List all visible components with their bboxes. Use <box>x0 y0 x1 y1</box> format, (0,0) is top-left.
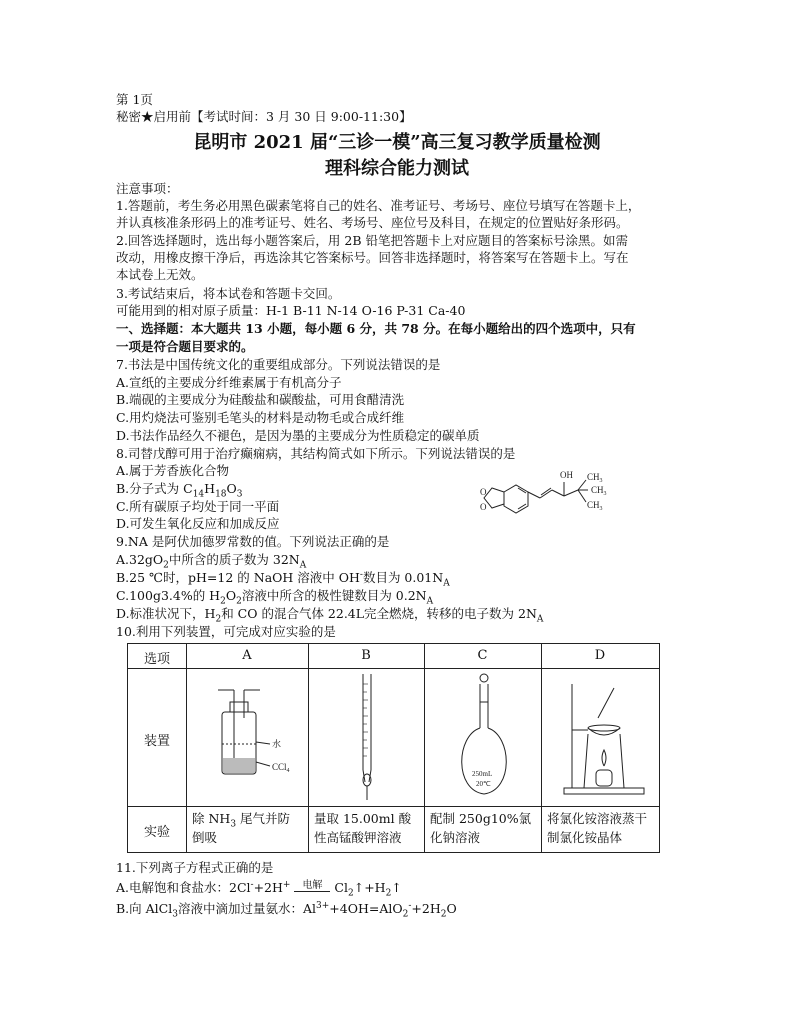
note-1a: 1.答题前，考生务必用黑色碳素笔将自己的姓名、准考证号、考场号、座位号填写在答题卡上， <box>116 198 641 213</box>
note-1b: 并认真核准条形码上的准考证号、姓名、考场号、座位号及科目，在规定的位置贴好条形码。 <box>116 215 629 230</box>
q10-stem: 10.利用下列装置，可完成对应实验的是 <box>116 624 336 639</box>
page-label: 第 1页 <box>116 92 153 107</box>
section-heading-1: 一、选择题：本大题共 13 小题，每小题 6 分，共 78 分。在每小题给出的四个选项中，只有 <box>116 321 636 336</box>
stiripentol-structure <box>474 466 634 528</box>
evaporation-apparatus <box>558 678 650 800</box>
volumetric-flask-apparatus <box>444 672 524 804</box>
q9-stem: 9.NA 是阿伏加德罗常数的值。下列说法正确的是 <box>116 534 390 549</box>
notes-heading: 注意事项： <box>116 181 179 196</box>
q11-option-b: B.向 AlCl$_3$溶液中滴加过量氨水：$Al^{3+}+4OH=AlO_2^-+2H_2O$ <box>116 900 457 920</box>
note-2a: 2.回答选择题时，选出每小题答案后，用 2B 铅笔把答题卡上对应题目的答案标号涂黑。如需 <box>116 233 629 248</box>
header-a: A <box>242 648 252 663</box>
q8-option-b: B.分子式为 $C_{14}H_{18}O_3$ <box>116 481 243 500</box>
exp-d: 将氯化铵溶液蒸干制氯化铵晶体 <box>547 811 648 845</box>
gas-wash-bottle-apparatus <box>198 682 298 802</box>
secret-line: 秘密★启用前【考试时间：3 月 30 日 9:00-11:30】 <box>116 109 412 124</box>
q9-option-d: D.标准状况下，$H_2$和 CO 的混合气体 22.4L完全燃烧，转移的电子数为 $2N_A$ <box>116 606 544 625</box>
q7-option-a: A.宣纸的主要成分纤维素属于有机高分子 <box>116 375 342 390</box>
header-option: 选项 <box>143 652 170 667</box>
note-3: 3.考试结束后，将本试卷和答题卡交回。 <box>116 286 341 301</box>
q7-option-c: C.用灼烧法可鉴别毛笔头的材料是动物毛或合成纤维 <box>116 410 405 425</box>
mol-oh-label: OH <box>560 470 573 480</box>
q8-option-a: A.属于芳香族化合物 <box>116 463 230 478</box>
section-heading-2: 一项是符合题目要求的。 <box>116 339 254 354</box>
header-c: C <box>477 648 488 663</box>
q7-option-d: D.书法作品经久不褪色，是因为墨的主要成分为性质稳定的碳单质 <box>116 428 480 443</box>
svg-text:O: O <box>480 502 487 512</box>
q9-option-a: $A.32gO_2$中所含的质子数为 $32N_A$ <box>116 552 307 571</box>
svg-text:20℃: 20℃ <box>476 780 491 788</box>
svg-text:CH3: $CH_3$ <box>591 485 607 497</box>
row-device-label: 装置 <box>143 734 170 749</box>
q8-option-c: C.所有碳原子均处于同一平面 <box>116 499 280 514</box>
note-2b: 改动，用橡皮擦干净后，再选涂其它答案标号。回答非选择题时，将答案写在答题卡上。写在 <box>116 250 629 265</box>
header-b: B <box>361 648 371 663</box>
svg-text:CH3: $CH_3$ <box>587 472 603 484</box>
q11-option-a: A.电解饱和食盐水：2Cl-+2H+ 电解 $Cl_2↑+H_2↑$ <box>116 879 402 899</box>
header-d: D <box>594 648 606 663</box>
burette-apparatus <box>343 670 393 804</box>
exp-b: 量取 15.00ml 酸性高锰酸钾溶液 <box>314 811 412 845</box>
electrolysis-condition: 电解 <box>294 880 330 892</box>
svg-text:CH3: $CH_3$ <box>587 500 603 512</box>
svg-text:O: O <box>480 487 487 497</box>
page-subtitle: 理科综合能力测试 <box>325 158 469 179</box>
q9-option-b: B.25 ℃时，pH=12 的 NaOH 溶液中 OH-数目为 $0.01N_A$ <box>116 569 450 589</box>
q9-option-c: C.100g3.4%的 $H_2O_2$溶液中所含的极性键数目为 $0.2N_A$ <box>116 588 434 607</box>
exp-c: 配制 250g10%氯化钠溶液 <box>430 811 532 845</box>
apparatus-table <box>127 643 660 853</box>
q7-stem: 7.书法是中国传统文化的重要组成部分。下列说法错误的是 <box>116 357 441 372</box>
exp-a: 除 $NH_3$ 尾气并防倒吸 <box>192 811 291 845</box>
svg-text:250mL: 250mL <box>472 770 493 778</box>
row-exp-label: 实验 <box>143 825 170 840</box>
note-2c: 本试卷上无效。 <box>116 267 204 282</box>
q11-stem: 11.下列离子方程式正确的是 <box>116 860 274 875</box>
atomic-masses: 可能用到的相对原子质量：H-1 B-11 N-14 O-16 P-31 Ca-40 <box>116 303 466 318</box>
q8-stem: 8.司替戊醇可用于治疗癫痫病，其结构简式如下所示。下列说法错误的是 <box>116 446 516 461</box>
svg-text:水: 水 <box>272 739 282 749</box>
svg-text:CCl4: CCl$_4$ <box>272 762 290 774</box>
q7-option-b: B.端砚的主要成分为硅酸盐和碳酸盐，可用食醋清洗 <box>116 392 405 407</box>
q8-option-d: D.可发生氧化反应和加成反应 <box>116 516 280 531</box>
page-title: 昆明市 2021 届“三诊一模”高三复习教学质量检测 <box>193 132 601 153</box>
